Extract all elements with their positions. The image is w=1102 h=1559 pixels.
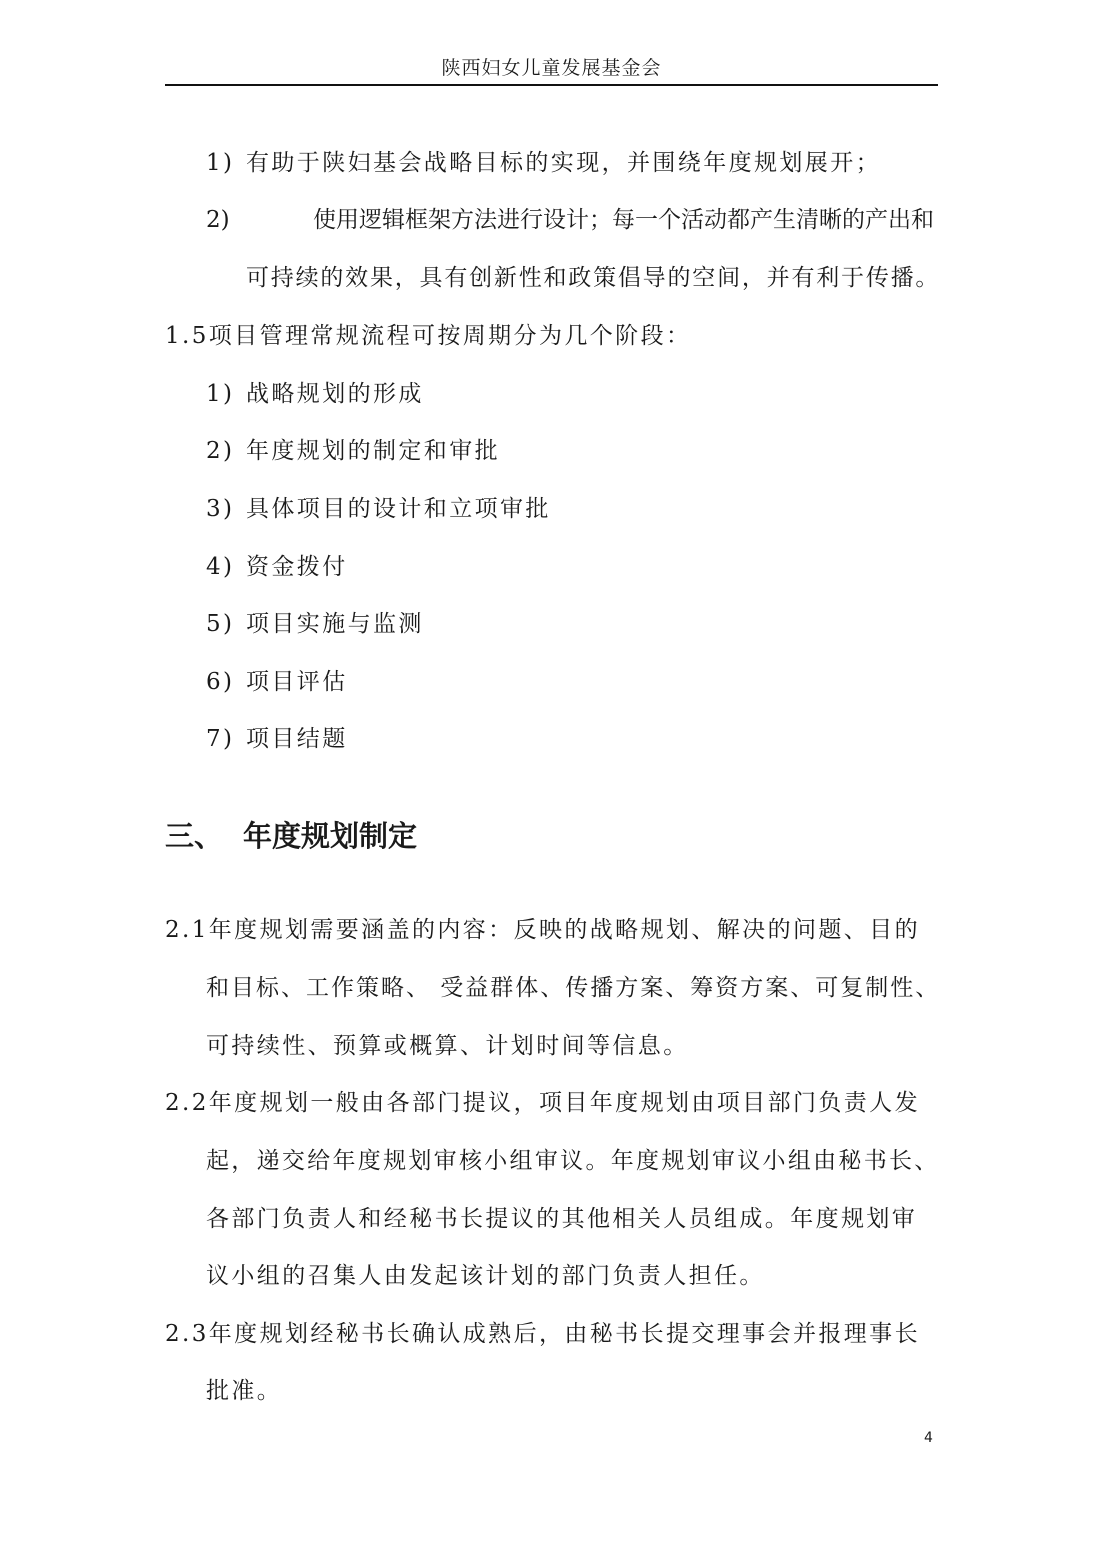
- paragraph-line: 议小组的召集人由发起该计划的部门负责人担任。: [206, 1263, 765, 1289]
- stage-item: [206, 379, 424, 409]
- stage-text: 战略规划的形成: [246, 381, 424, 407]
- stage-item: [206, 494, 551, 524]
- paragraph-line: 2.2年度规划一般由各部门提议，项目年度规划由项目部门负责人发: [165, 1090, 920, 1116]
- paragraph-line: 2.1年度规划需要涵盖的内容：反映的战略规划、解决的问题、目的: [165, 917, 920, 943]
- stage-item: [206, 436, 500, 466]
- stage-text: 资金拨付: [246, 554, 348, 580]
- list-item-text: 使用逻辑框架方法进行设计；每一个活动都产生清晰的产出和: [313, 207, 934, 233]
- stage-text: 年度规划的制定和审批: [246, 438, 500, 464]
- paragraph-line: 批准。: [206, 1378, 283, 1404]
- stage-text: 项目评估: [246, 669, 348, 695]
- stage-number: 3): [206, 496, 235, 522]
- list-item-text: 有助于陕妇基会战略目标的实现，并围绕年度规划展开；: [246, 150, 881, 176]
- paragraph-line: 起，递交给年度规划审核小组审议。年度规划审议小组由秘书长、: [206, 1148, 940, 1174]
- stage-item: [206, 724, 348, 754]
- chapter-heading: [165, 816, 417, 856]
- paragraph-line: 和目标、工作策略、 受益群体、传播方案、筹资方案、可复制性、: [206, 975, 941, 1001]
- paragraph-line: 可持续性、预算或概算、计划时间等信息。: [206, 1033, 689, 1059]
- paragraph-line: 2.3年度规划经秘书长确认成熟后，由秘书长提交理事会并报理事长: [165, 1321, 920, 1347]
- stage-number: 1): [206, 381, 235, 407]
- section-1-5-title: 1.5项目管理常规流程可按周期分为几个阶段：: [165, 323, 692, 349]
- stage-item: [206, 667, 348, 697]
- paragraph-line: 各部门负责人和经秘书长提议的其他相关人员组成。年度规划审: [206, 1206, 918, 1232]
- stage-text: 项目实施与监测: [246, 611, 424, 637]
- chapter-number: 三、: [165, 819, 224, 853]
- stage-number: 5): [206, 611, 235, 637]
- stage-item: [206, 552, 348, 582]
- list-item: [206, 205, 934, 235]
- stage-number: 4): [206, 554, 235, 580]
- stage-number: 2): [206, 438, 235, 464]
- page-header-title: 陕西妇女儿童发展基金会: [441, 57, 662, 79]
- list-item: [206, 148, 881, 178]
- stage-text: 项目结题: [246, 726, 348, 752]
- header-divider: [165, 84, 938, 86]
- stage-text: 具体项目的设计和立项审批: [246, 496, 551, 522]
- stage-number: 7): [206, 726, 235, 752]
- list-item-number: 1): [206, 150, 235, 176]
- page-number: 4: [924, 1430, 933, 1446]
- stage-item: [206, 609, 424, 639]
- list-item-number: 2): [206, 207, 230, 233]
- chapter-title: 年度规划制定: [243, 819, 418, 853]
- stage-number: 6): [206, 669, 235, 695]
- list-item-continuation: 可持续的效果，具有创新性和政策倡导的空间，并有利于传播。: [246, 265, 941, 291]
